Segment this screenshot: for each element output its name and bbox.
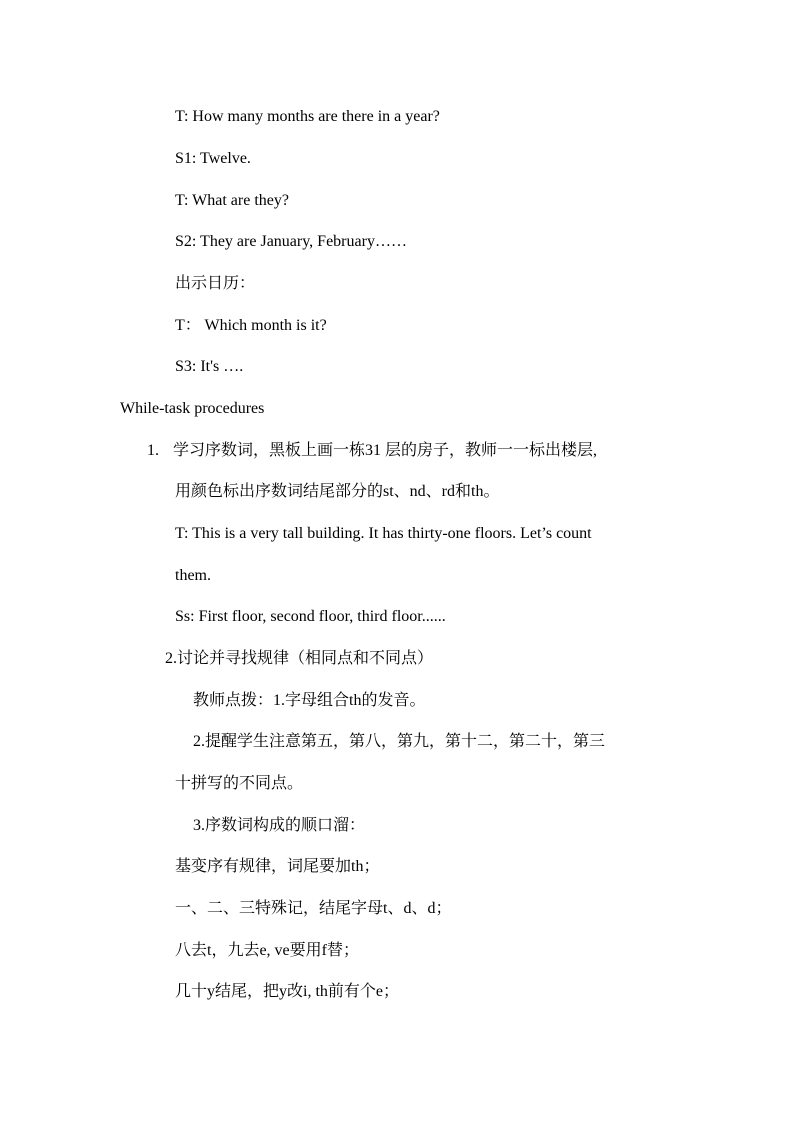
step1-number: 1. xyxy=(147,442,159,459)
dialogue-line: T: What are they? xyxy=(175,192,289,209)
step1-line2: 用颜色标出序数词结尾部分的st、nd、rd和th。 xyxy=(175,483,500,500)
tip-line: 3.序数词构成的顺口溜： xyxy=(193,817,366,834)
tip-line: 教师点拨：1.字母组合th的发音。 xyxy=(193,692,426,709)
dialogue-line: 出示日历： xyxy=(175,275,256,292)
tip-line: 2.提醒学生注意第五，第八，第九，第十二，第二十，第三 xyxy=(193,733,606,750)
rhyme-line: 几十y结尾，把y改i, th前有个e； xyxy=(175,983,399,1000)
students-line: Ss: First floor, second floor, third floor...... xyxy=(175,608,446,625)
dialogue-line: T： Which month is it? xyxy=(175,317,327,334)
dialogue-line: S3: It's …. xyxy=(175,358,244,375)
rhyme-line: 一、二、三特殊记，结尾字母t、d、d； xyxy=(175,900,452,917)
rhyme-line: 八去t，九去e, ve要用f替； xyxy=(175,942,359,959)
step1-line1 xyxy=(147,441,597,461)
teacher-line-continued: them. xyxy=(175,567,211,584)
rhyme-line: 基变序有规律，词尾要加th； xyxy=(175,858,380,875)
dialogue-line: S2: They are January, February…… xyxy=(175,233,407,250)
dialogue-line: T: How many months are there in a year? xyxy=(175,108,440,125)
section-heading: While-task procedures xyxy=(120,400,265,417)
teacher-line: T: This is a very tall building. It has thirty-one floors. Let’s count xyxy=(175,525,592,542)
dialogue-line: S1: Twelve. xyxy=(175,150,251,167)
step2-title: 2.讨论并寻找规律（相同点和不同点） xyxy=(165,650,434,667)
tip-line-continued: 十拼写的不同点。 xyxy=(175,775,304,792)
step1-text: 学习序数词，黑板上画一栋31 层的房子，教师一一标出楼层, xyxy=(173,442,598,459)
